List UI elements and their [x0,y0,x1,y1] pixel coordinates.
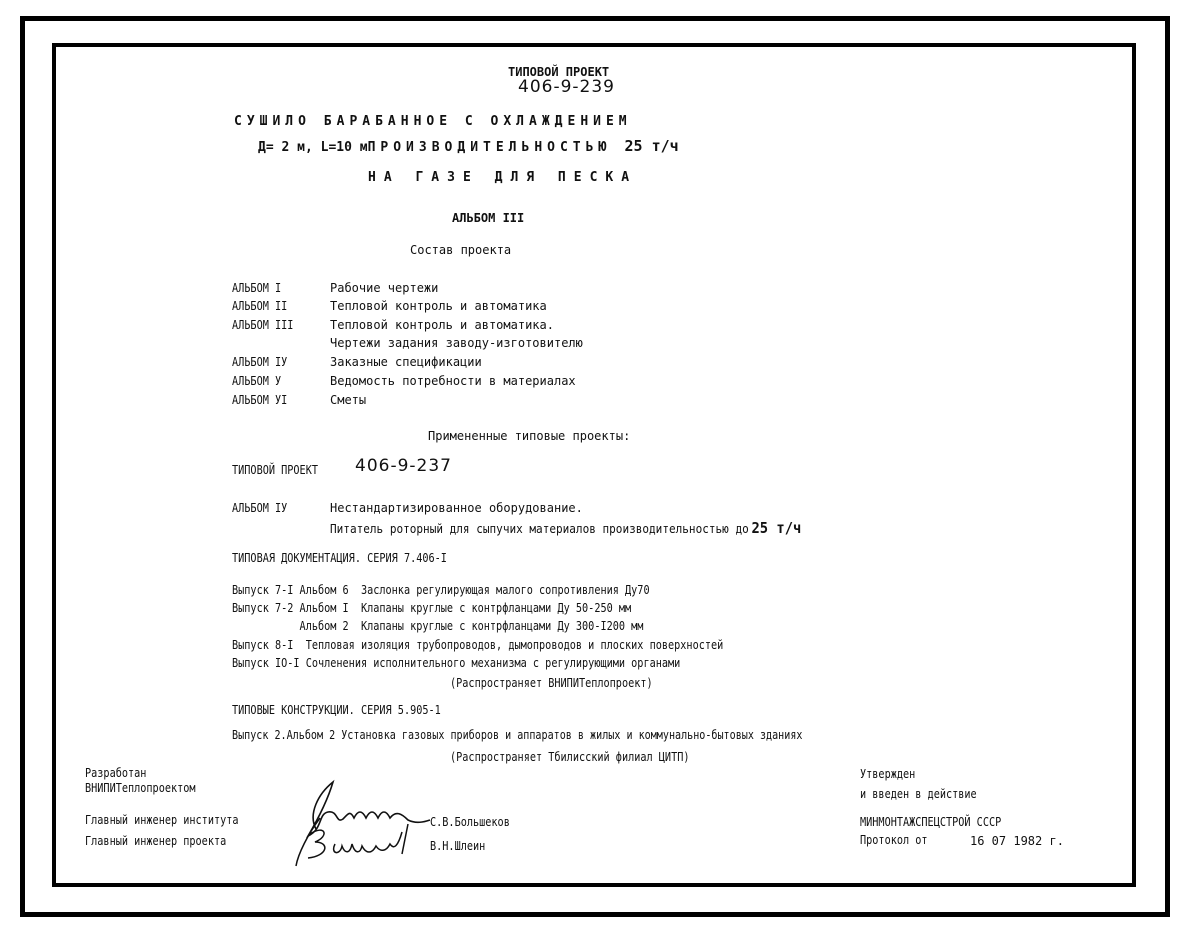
album-text: Тепловой контроль и автоматика. [330,318,554,332]
album-text: Чертежи задания заводу-изготовителю [330,336,583,350]
protocol-date: 16 07 1982 г. [970,834,1064,848]
chief-project-name: В.Н.Шлеин [430,839,486,853]
applied-project-number: 406-9-237 [355,456,452,476]
album-text: Заказные спецификации [330,355,482,369]
constructions-item: Выпуск 2.Альбом 2 Установка газовых приборов и аппаратов в жилых и коммунально-бытовых зданиях [232,728,803,742]
documentation-item: Выпуск 7-I Альбом 6 Заслонка регулирующая малого сопротивления Ду70 [232,583,650,597]
approved-line-2: и введен в действие [860,787,977,801]
album-text: Ведомость потребности в материалах [330,374,576,388]
applied-album-label: АЛЬБОМ IУ [232,501,288,515]
developed-by-line-1: Разработан [85,766,147,780]
title-productivity: ПРОИЗВОДИТЕЛЬНОСТЬЮ [367,140,612,155]
applied-heading: Примененные типовые проекты: [428,429,631,443]
title-dimensions: Д= 2 м, L=10 м [258,140,368,155]
developed-by-line-2: ВНИПИТеплопроектом [85,781,196,795]
album-label: АЛЬБОМ II [232,299,288,313]
signature-shlein [290,814,440,870]
documentation-item: Выпуск IO-I Сочленения исполнительного механизма с регулирующими органами [232,656,681,670]
applied-project-label: ТИПОВОЙ ПРОЕКТ [232,463,318,477]
album-label: АЛЬБОМ III [232,318,294,332]
applied-album-line-2 [330,521,801,536]
chief-institute-name: С.В.Большеков [430,815,510,829]
documentation-heading: ТИПОВАЯ ДОКУМЕНТАЦИЯ. СЕРИЯ 7.406-I [232,551,447,565]
title-capacity: 25 т/ч [624,137,679,155]
album-label: АЛЬБОМ УI [232,393,288,407]
project-label: ТИПОВОЙ ПРОЕКТ [508,65,610,79]
composition-heading: Состав проекта [410,243,512,257]
protocol-label: Протокол от [860,833,928,847]
approved-line-1: Утвержден [860,767,916,781]
album-text: Рабочие чертежи [330,281,439,295]
constructions-heading: ТИПОВЫЕ КОНСТРУКЦИИ. СЕРИЯ 5.905-1 [232,703,441,717]
documentation-item: Альбом 2 Клапаны круглые с контрфланцами Ду 300-I200 мм [232,619,644,633]
album-label: АЛЬБОМ У [232,374,282,388]
album-text: Сметы [330,393,367,407]
applied-album-line-1: Нестандартизированное оборудование. [330,501,583,515]
title-line-3: НА ГАЗЕ ДЛЯ ПЕСКА [368,170,638,185]
album-label: АЛЬБОМ I [232,281,282,295]
documentation-distributor: (Распространяет ВНИПИТеплопроект) [450,676,653,690]
title-line-2 [258,139,679,155]
applied-album-capacity: 25 т/ч [751,519,802,537]
album-label: АЛЬБОМ IУ [232,355,288,369]
album-heading: АЛЬБОМ III [452,211,525,225]
album-text: Тепловой контроль и автоматика [330,299,547,313]
applied-album-line-2-text: Питатель роторный для сыпучих материалов производительностью до [330,522,749,536]
title-line-1: СУШИЛО БАРАБАННОЕ С ОХЛАЖДЕНИЕМ [234,114,632,129]
documentation-item: Выпуск 7-2 Альбом I Клапаны круглые с контрфланцами Ду 50-250 мм [232,601,632,615]
chief-institute-label: Главный инженер института [85,813,239,827]
chief-project-label: Главный инженер проекта [85,834,227,848]
constructions-distributor: (Распространяет Тбилисский филиал ЦИТП) [450,750,690,764]
documentation-item: Выпуск 8-I Тепловая изоляция трубопроводов, дымопроводов и плоских поверхностей [232,638,724,652]
ministry: МИНМОНТАЖСПЕЦСТРОЙ СССР [860,815,1002,829]
project-number: 406-9-239 [518,77,615,97]
